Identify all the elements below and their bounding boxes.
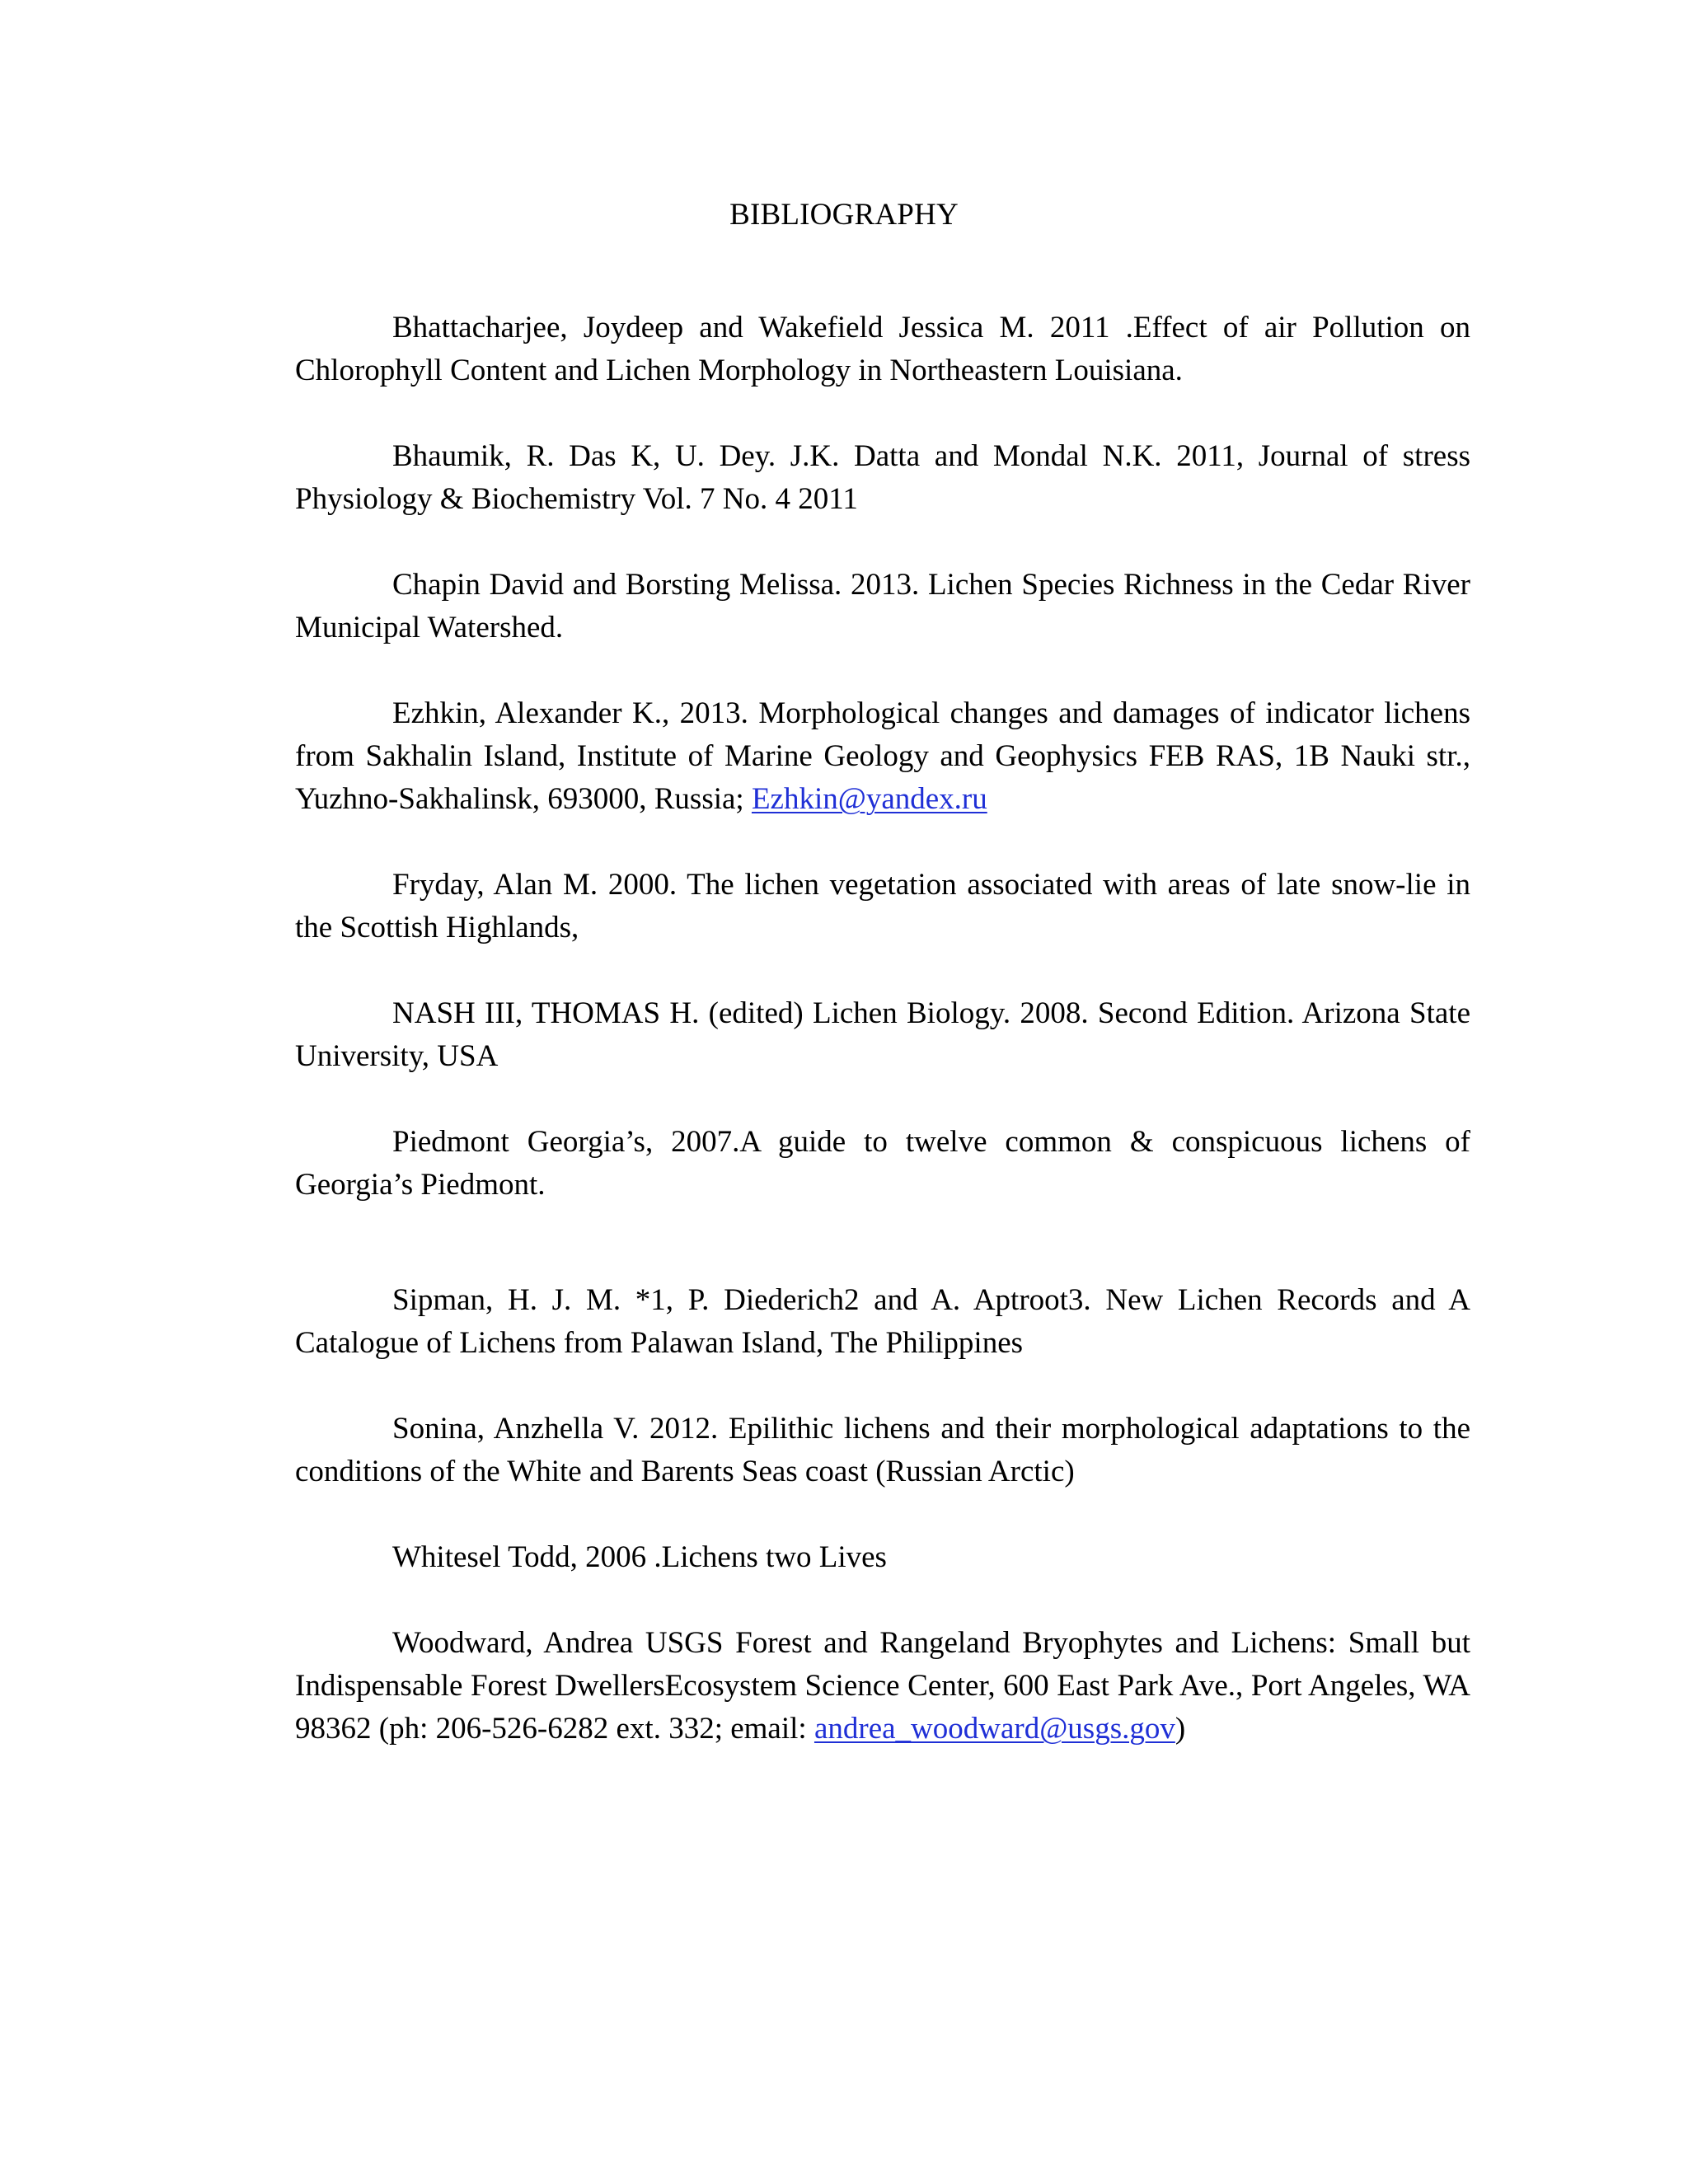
email-link-woodward[interactable]: andrea_woodward@usgs.gov bbox=[814, 1712, 1175, 1746]
reference-list bbox=[295, 307, 1470, 1750]
reference-bhaumik bbox=[295, 435, 1470, 521]
reference-text: Chapin David and Borsting Melissa. 2013. Lichen Species Richness in the Cedar River Municipal Watershed. bbox=[295, 568, 1470, 644]
email-link-ezhkin[interactable]: Ezhkin@yandex.ru bbox=[751, 782, 987, 816]
page-title: BIBLIOGRAPHY bbox=[729, 198, 959, 232]
reference-text: Ezhkin, Alexander K., 2013. Morphological changes and damages of indicator lichens from Sakhalin Island, Institute of Marine Geology and Geophysics FEB RAS, 1B Nauki str., Yuzhno-Sakhalinsk, 693000, Russia; bbox=[295, 696, 1470, 816]
reference-bhattacharjee bbox=[295, 307, 1470, 392]
reference-fryday bbox=[295, 864, 1470, 949]
reference-text: Whitesel Todd, 2006 .Lichens two Lives bbox=[392, 1540, 887, 1574]
reference-sonina bbox=[295, 1408, 1470, 1493]
reference-suffix: ) bbox=[1175, 1712, 1186, 1746]
reference-text: Sonina, Anzhella V. 2012. Epilithic lichens and their morphological adaptations to the conditions of the White and Barents Seas coast (Russian Arctic) bbox=[295, 1412, 1470, 1488]
reference-text: Bhaumik, R. Das K, U. Dey. J.K. Datta and Mondal N.K. 2011, Journal of stress Physiology & Biochemistry Vol. 7 No. 4 2011 bbox=[295, 439, 1470, 516]
reference-text: Bhattacharjee, Joydeep and Wakefield Jessica M. 2011 .Effect of air Pollution on Chlorophyll Content and Lichen Morphology in Northeastern Louisiana. bbox=[295, 311, 1470, 387]
reference-text: Fryday, Alan M. 2000. The lichen vegetation associated with areas of late snow-lie in the Scottish Highlands, bbox=[295, 868, 1470, 944]
reference-chapin bbox=[295, 564, 1470, 649]
reference-text: Piedmont Georgia’s, 2007.A guide to twelve common & conspicuous lichens of Georgia’s Piedmont. bbox=[295, 1125, 1470, 1202]
reference-text: NASH III, THOMAS H. (edited) Lichen Biology. 2008. Second Edition. Arizona State University, USA bbox=[295, 996, 1470, 1073]
reference-text: Sipman, H. J. M. *1, P. Diederich2 and A. Aptroot3. New Lichen Records and A Catalogue of Lichens from Palawan Island, The Philippines bbox=[295, 1283, 1470, 1360]
reference-sipman bbox=[295, 1279, 1470, 1365]
reference-piedmont bbox=[295, 1121, 1470, 1207]
reference-text: Woodward, Andrea USGS Forest and Rangeland Bryophytes and Lichens: Small but Indispensable Forest DwellersEcosystem Science Center, 600 East Park Ave., Port Angeles, WA 98362 (ph: 206-526-6282 ext. 332; email: bbox=[295, 1626, 1470, 1746]
reference-whitesel bbox=[295, 1536, 1470, 1579]
reference-ezhkin bbox=[295, 692, 1470, 821]
reference-nash bbox=[295, 992, 1470, 1078]
reference-woodward bbox=[295, 1622, 1470, 1750]
